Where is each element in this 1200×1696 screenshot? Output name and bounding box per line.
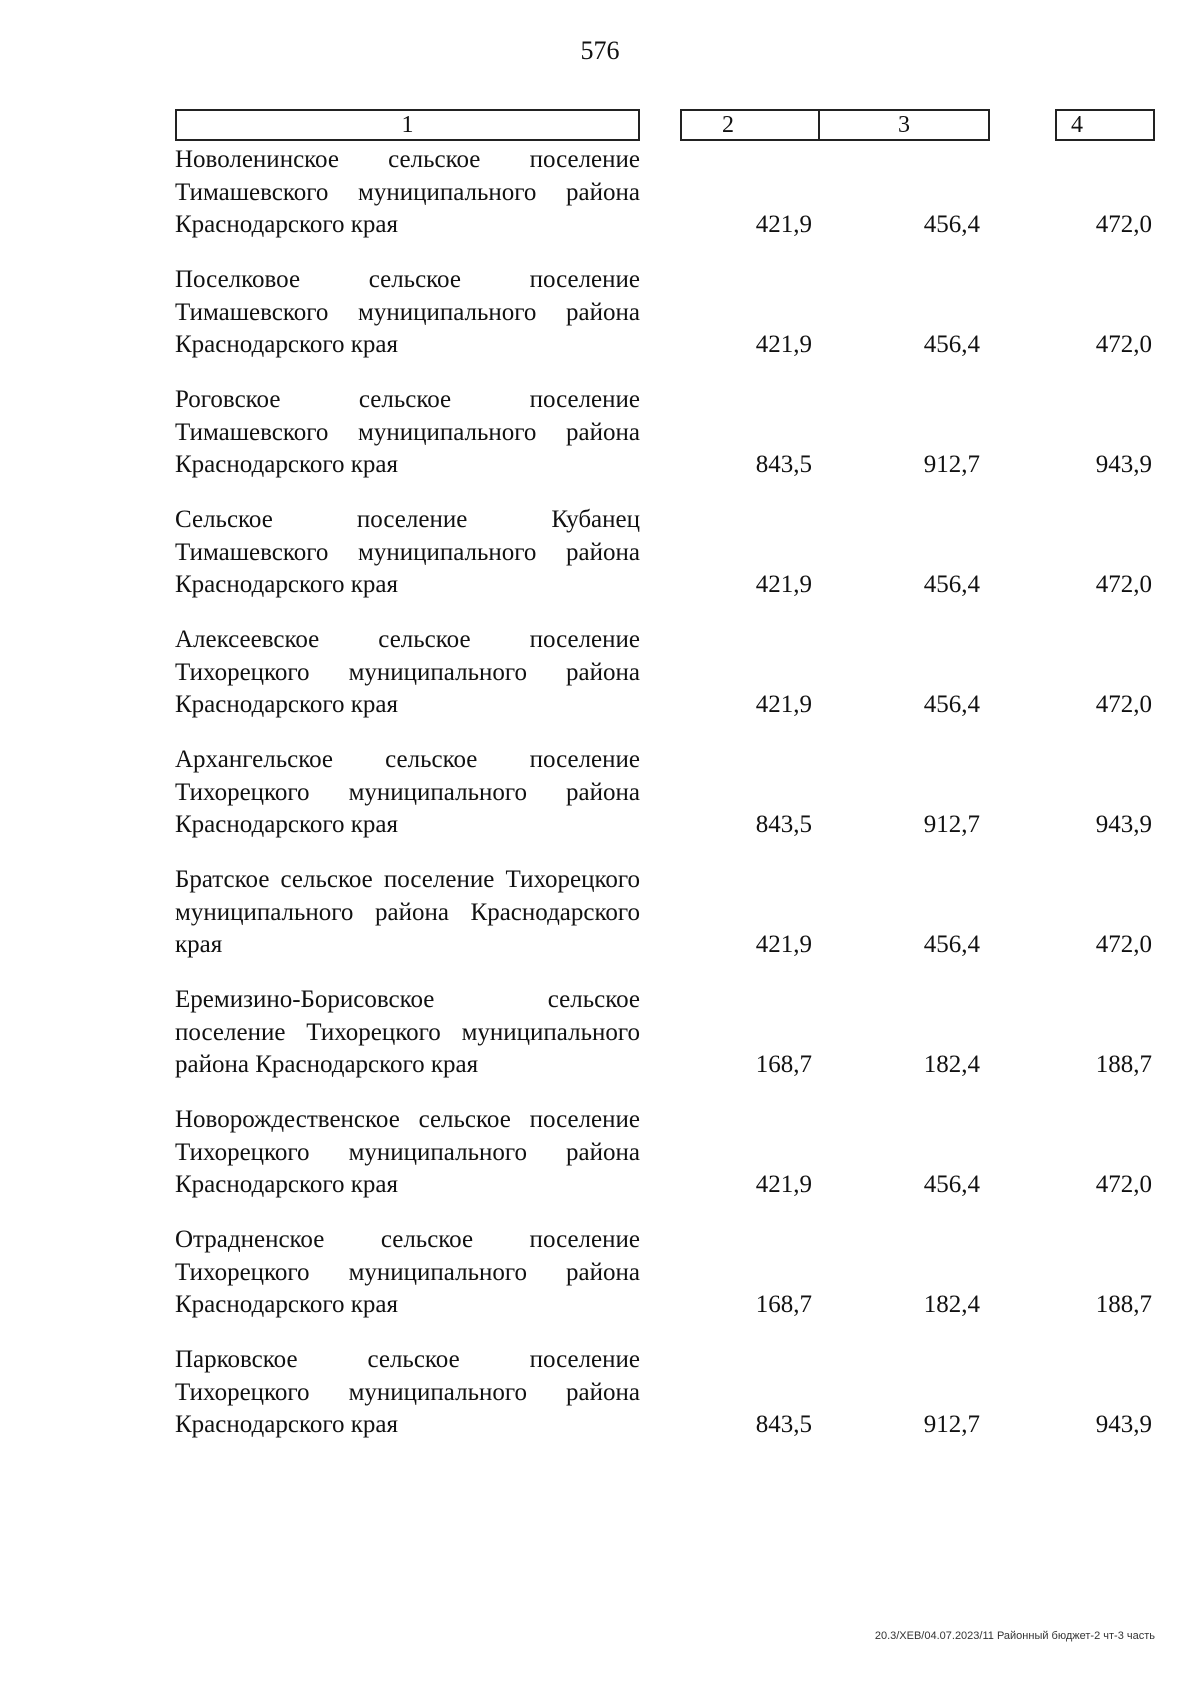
table-row	[0, 624, 1200, 720]
value-col-4: 472,0	[1095, 691, 1152, 718]
table-row	[0, 864, 1200, 960]
value-col-2: 421,9	[755, 931, 812, 958]
value-col-3: 912,7	[923, 451, 980, 478]
page-number: 576	[580, 36, 620, 65]
value-col-4: 943,9	[1095, 811, 1152, 838]
table-row	[0, 1344, 1200, 1440]
value-col-3: 456,4	[923, 211, 980, 238]
settlement-name: Роговское сельское поселение Тимашевского муниципального района Краснодарского края	[175, 386, 640, 478]
table-row	[0, 264, 1200, 360]
table-row	[0, 984, 1200, 1080]
value-col-2: 843,5	[755, 811, 812, 838]
table-row	[0, 384, 1200, 480]
header-col-3: 3	[818, 109, 990, 141]
table-row	[0, 504, 1200, 600]
value-col-3: 456,4	[923, 331, 980, 358]
value-col-2: 843,5	[755, 1411, 812, 1438]
value-col-2: 421,9	[755, 331, 812, 358]
value-col-4: 472,0	[1095, 571, 1152, 598]
settlement-name: Парковское сельское поселение Тихорецкого муниципального района Краснодарского края	[175, 1346, 640, 1438]
value-col-3: 456,4	[923, 691, 980, 718]
table-row	[0, 1104, 1200, 1200]
header-col-1: 1	[175, 109, 640, 141]
header-col-2: 2	[680, 109, 818, 141]
value-col-3: 912,7	[923, 811, 980, 838]
settlement-name: Отрадненское сельское поселение Тихорецкого муниципального района Краснодарского края	[175, 1226, 640, 1318]
value-col-4: 472,0	[1095, 211, 1152, 238]
value-col-2: 421,9	[755, 211, 812, 238]
settlement-name: Новорождественское сельское поселение Тихорецкого муниципального района Краснодарского края	[175, 1106, 640, 1198]
value-col-4: 472,0	[1095, 331, 1152, 358]
settlement-name: Алексеевское сельское поселение Тихорецкого муниципального района Краснодарского края	[175, 626, 640, 718]
value-col-4: 472,0	[1095, 931, 1152, 958]
settlement-name: Сельское поселение Кубанец Тимашевского муниципального района Краснодарского края	[175, 506, 640, 598]
value-col-2: 168,7	[755, 1051, 812, 1078]
value-col-2: 843,5	[755, 451, 812, 478]
value-col-4: 188,7	[1095, 1291, 1152, 1318]
table-header	[175, 109, 1155, 143]
value-col-4: 943,9	[1095, 451, 1152, 478]
value-col-2: 421,9	[755, 571, 812, 598]
value-col-3: 182,4	[923, 1051, 980, 1078]
document-footer: 20.3/XEB/04.07.2023/11 Районный бюджет-2 чт-3 часть	[874, 1630, 1155, 1642]
settlement-name: Братское сельское поселение Тихорецкого муниципального района Краснодарского края	[175, 866, 640, 958]
value-col-3: 456,4	[923, 571, 980, 598]
value-col-3: 456,4	[923, 931, 980, 958]
settlement-name: Архангельское сельское поселение Тихорецкого муниципального района Краснодарского края	[175, 746, 640, 838]
table-row	[0, 144, 1200, 240]
value-col-3: 912,7	[923, 1411, 980, 1438]
value-col-4: 472,0	[1095, 1171, 1152, 1198]
value-col-3: 182,4	[923, 1291, 980, 1318]
header-col-4: 4	[1055, 109, 1155, 141]
table-row	[0, 744, 1200, 840]
value-col-4: 188,7	[1095, 1051, 1152, 1078]
settlement-name: Поселковое сельское поселение Тимашевского муниципального района Краснодарского края	[175, 266, 640, 358]
settlement-name: Новоленинское сельское поселение Тимашевского муниципального района Краснодарского края	[175, 146, 640, 238]
value-col-4: 943,9	[1095, 1411, 1152, 1438]
table-row	[0, 1224, 1200, 1320]
value-col-2: 421,9	[755, 1171, 812, 1198]
value-col-2: 168,7	[755, 1291, 812, 1318]
value-col-3: 456,4	[923, 1171, 980, 1198]
settlement-name: Еремизино-Борисовское сельское поселение Тихорецкого муниципального района Краснодарского края	[175, 986, 640, 1078]
value-col-2: 421,9	[755, 691, 812, 718]
